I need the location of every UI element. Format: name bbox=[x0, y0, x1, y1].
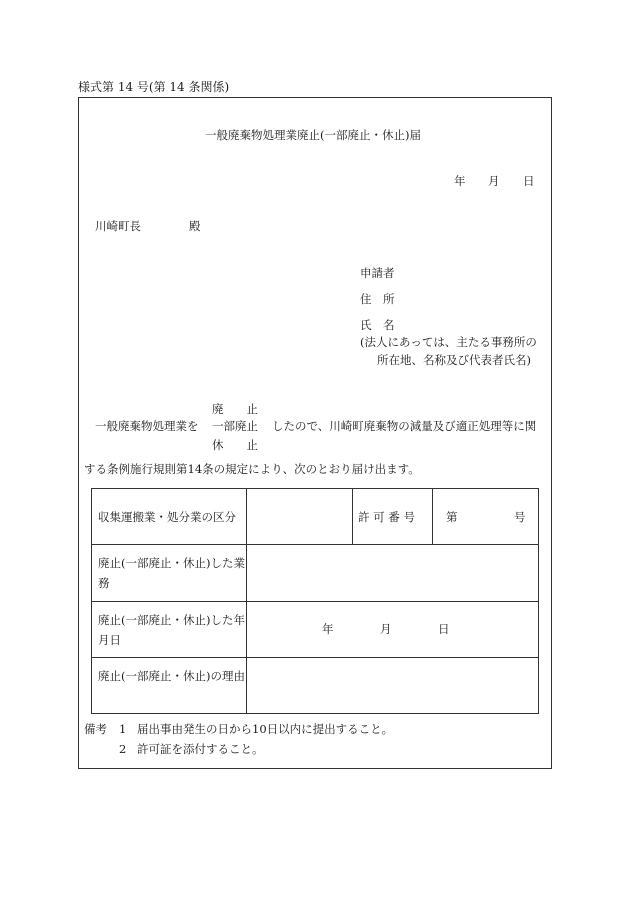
date-year-label: 年 bbox=[454, 174, 466, 188]
form-title: 一般廃棄物処理業廃止(一部廃止・休止)届 bbox=[205, 128, 421, 142]
body-continuation: したので、川崎町廃棄物の減量及び適正処理等に関 bbox=[272, 419, 537, 433]
row1-label: 収集運搬業・処分業の区分 bbox=[98, 510, 236, 524]
applicant-address-label: 住 所 bbox=[360, 292, 395, 306]
addressee-name: 川崎町長 bbox=[95, 219, 141, 233]
body-option-suspend: 休 止 bbox=[212, 438, 258, 452]
row3-year: 年 bbox=[322, 622, 334, 636]
body-option-partial: 一部廃止 bbox=[212, 419, 258, 433]
body-line2: する条例施行規則第14条の規定により、次のとおり届け出ます。 bbox=[84, 462, 420, 476]
body-option-abolish: 廃 止 bbox=[212, 402, 258, 416]
remarks-item1-number: 1 bbox=[119, 722, 127, 736]
row2-value[interactable] bbox=[248, 545, 538, 601]
permit-suffix: 号 bbox=[514, 510, 526, 524]
date-day-label: 日 bbox=[523, 174, 535, 188]
row2-label: 廃止(一部廃止・休止)した業務 bbox=[98, 556, 245, 590]
applicant-note-line2: 所在地、名称及び代表者氏名) bbox=[377, 353, 531, 367]
date-month-label: 月 bbox=[488, 174, 500, 188]
addressee-honorific: 殿 bbox=[189, 219, 201, 233]
row3-month: 月 bbox=[380, 622, 392, 636]
table-permit-divider bbox=[352, 489, 353, 544]
remarks-item1-text: 届出事由発生の日から10日以内に提出すること。 bbox=[137, 722, 394, 736]
row4-value[interactable] bbox=[248, 658, 538, 713]
permit-prefix: 第 bbox=[446, 510, 458, 524]
applicant-heading: 申請者 bbox=[360, 266, 395, 280]
form-number: 様式第 14 号(第 14 条関係) bbox=[78, 80, 230, 94]
row4-label: 廃止(一部廃止・休止)の理由 bbox=[98, 669, 245, 683]
table-permit-divider bbox=[432, 489, 433, 544]
remarks-heading: 備考 bbox=[84, 722, 107, 736]
row3-day: 日 bbox=[438, 622, 450, 636]
details-table bbox=[91, 488, 539, 714]
applicant-note-line1: (法人にあっては、主たる事務所の bbox=[360, 335, 537, 349]
row3-label: 廃止(一部廃止・休止)した年月日 bbox=[98, 613, 245, 647]
remarks-item2-text: 許可証を添付すること。 bbox=[137, 742, 264, 756]
remarks-item2-number: 2 bbox=[119, 742, 127, 756]
body-prefix: 一般廃棄物処理業を bbox=[95, 419, 199, 433]
permit-number-label: 許 可 番 号 bbox=[358, 510, 415, 524]
row1-value[interactable] bbox=[248, 489, 352, 544]
table-row-divider bbox=[92, 601, 538, 602]
applicant-name-label: 氏 名 bbox=[360, 318, 395, 332]
